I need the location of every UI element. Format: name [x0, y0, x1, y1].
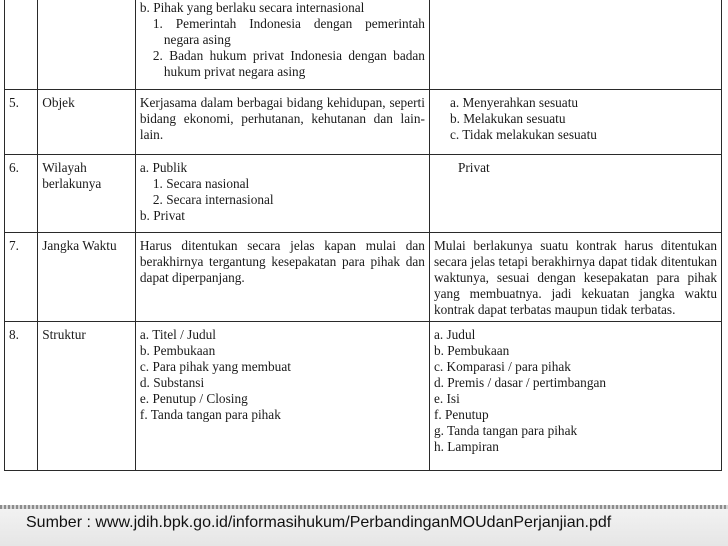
- list-item: c. Komparasi / para pihak: [433, 359, 571, 374]
- perjanjian-text: Mulai berlakunya suatu kontrak harus ditentukan secara jelas tetapi berakhirnya dapat tidak ditentukan waktunya, sesuai dengan kesepakatan para pihak yang membuatnya. jadi kekuatan jangka waktu kontrak dapat terbatas maupun tidak terbatas.: [429, 233, 721, 322]
- list-item: b. Melakukan sesuatu: [449, 111, 566, 126]
- list-item: g. Tanda tangan para pihak: [433, 423, 578, 438]
- list-item: e. Isi: [433, 391, 460, 406]
- table-row: [5, 233, 722, 322]
- row-number: 8.: [5, 322, 38, 471]
- list-item: a. Publik: [139, 160, 188, 175]
- table-row: [5, 155, 722, 233]
- perjanjian-value: Privat: [457, 160, 490, 175]
- list-item: a. Titel / Judul: [139, 327, 216, 342]
- list-item: d. Substansi: [139, 375, 205, 390]
- perjanjian-list: [429, 322, 721, 471]
- mou-list-item: 1. Pemerintah Indonesia dengan pemerintah negara asing: [152, 16, 425, 47]
- list-item: b. Pembukaan: [139, 343, 216, 358]
- table-row: [5, 90, 722, 155]
- mou-list: [135, 155, 429, 233]
- mou-list-item: 2. Badan hukum privat Indonesia dengan badan hukum privat negara asing: [152, 48, 425, 79]
- list-item: b. Pembukaan: [433, 343, 510, 358]
- perjanjian-text: [429, 155, 721, 233]
- table-row: [5, 0, 722, 90]
- aspect-label: Wilayah berlakunya: [38, 155, 136, 233]
- list-item: 2. Secara internasional: [152, 192, 274, 207]
- row-number-cell: [5, 0, 38, 90]
- list-item: a. Menyerahkan sesuatu: [449, 95, 579, 110]
- mou-subheading: b. Pihak yang berlaku secara internasional: [139, 0, 365, 15]
- aspect-cell: [38, 0, 136, 90]
- list-item: d. Premis / dasar / pertimbangan: [433, 375, 607, 390]
- aspect-label: Objek: [38, 90, 136, 155]
- list-item: c. Tidak melakukan sesuatu: [449, 127, 597, 142]
- list-item: f. Tanda tangan para pihak: [139, 407, 281, 422]
- aspect-label: Jangka Waktu: [38, 233, 136, 322]
- perjanjian-cell: [429, 0, 721, 90]
- list-item: b. Privat: [139, 208, 185, 223]
- perjanjian-list: [429, 90, 721, 155]
- mou-text: Harus ditentukan secara jelas kapan mulai dan berakhirnya tergantung kesepakatan para pihak dan dapat diperpanjang.: [135, 233, 429, 322]
- comparison-table: [4, 0, 722, 471]
- row-number: 7.: [5, 233, 38, 322]
- mou-list: [135, 322, 429, 471]
- list-item: f. Penutup: [433, 407, 489, 422]
- mou-text: Kerjasama dalam berbagai bidang kehidupan, seperti bidang ekonomi, perhutanan, kehutanan dan lain-lain.: [135, 90, 429, 155]
- row-number: 6.: [5, 155, 38, 233]
- row-number: 5.: [5, 90, 38, 155]
- list-item: e. Penutup / Closing: [139, 391, 248, 406]
- aspect-label: Struktur: [38, 322, 136, 471]
- source-caption: Sumber : www.jdih.bpk.go.id/informasihukum/PerbandinganMOUdanPerjanjian.pdf: [26, 514, 612, 531]
- list-item: h. Lampiran: [433, 439, 499, 454]
- table-row: [5, 322, 722, 471]
- list-item: 1. Secara nasional: [152, 176, 250, 191]
- list-item: c. Para pihak yang membuat: [139, 359, 291, 374]
- mou-cell: [135, 0, 429, 90]
- list-item: a. Judul: [433, 327, 476, 342]
